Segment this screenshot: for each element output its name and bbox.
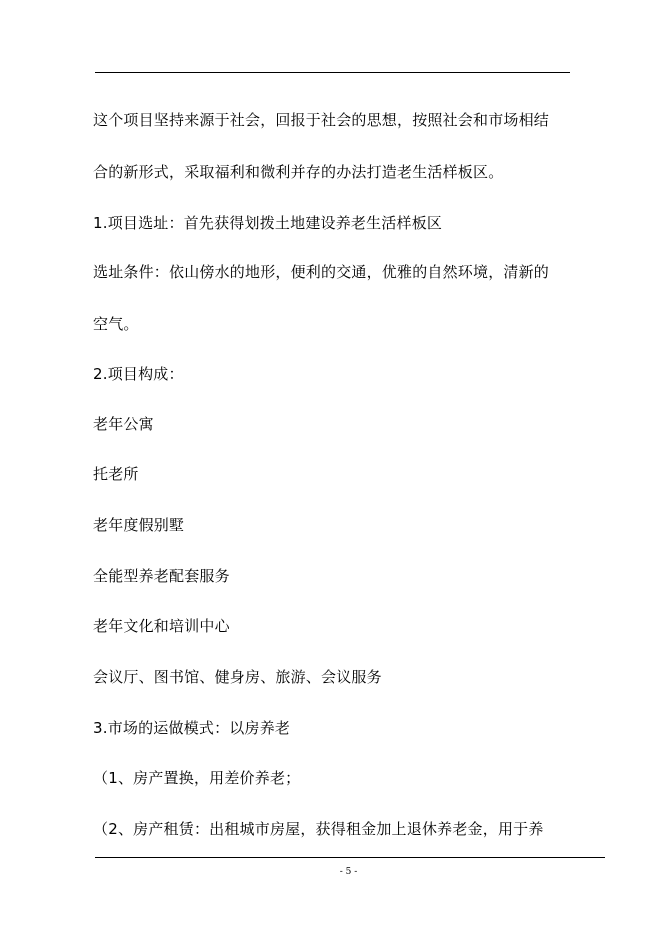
paragraph-line: 1.项目选址：首先获得划拨土地建设养老生活样板区 [93,214,443,232]
paragraph-line: （2、房产租赁：出租城市房屋，获得租金加上退休养老金，用于养 [93,820,544,838]
paragraph-line: 2.项目构成： [93,365,184,383]
paragraph-line: 选址条件：依山傍水的地形，便利的交通，优雅的自然环境，清新的 [93,263,550,281]
paragraph-line: （1、房产置换，用差价养老； [93,769,301,787]
list-item: 全能型养老配套服务 [93,567,230,585]
paragraph-line: 空气。 [93,315,139,333]
list-item: 会议厅、图书馆、健身房、旅游、会议服务 [93,668,382,686]
list-item: 老年文化和培训中心 [93,617,230,635]
list-item: 托老所 [93,465,139,483]
page-number: - 5 - [339,867,358,877]
list-item: 老年度假别墅 [93,516,185,534]
list-item: 老年公寓 [93,415,154,433]
paragraph-line: 合的新形式，采取福利和微利并存的办法打造老生活样板区。 [93,163,504,181]
paragraph-line: 3.市场的运做模式：以房养老 [93,719,291,737]
footer-rule [95,857,605,858]
header-rule [95,72,570,73]
paragraph-line: 这个项目坚持来源于社会，回报于社会的思想，按照社会和市场相结 [93,111,550,129]
